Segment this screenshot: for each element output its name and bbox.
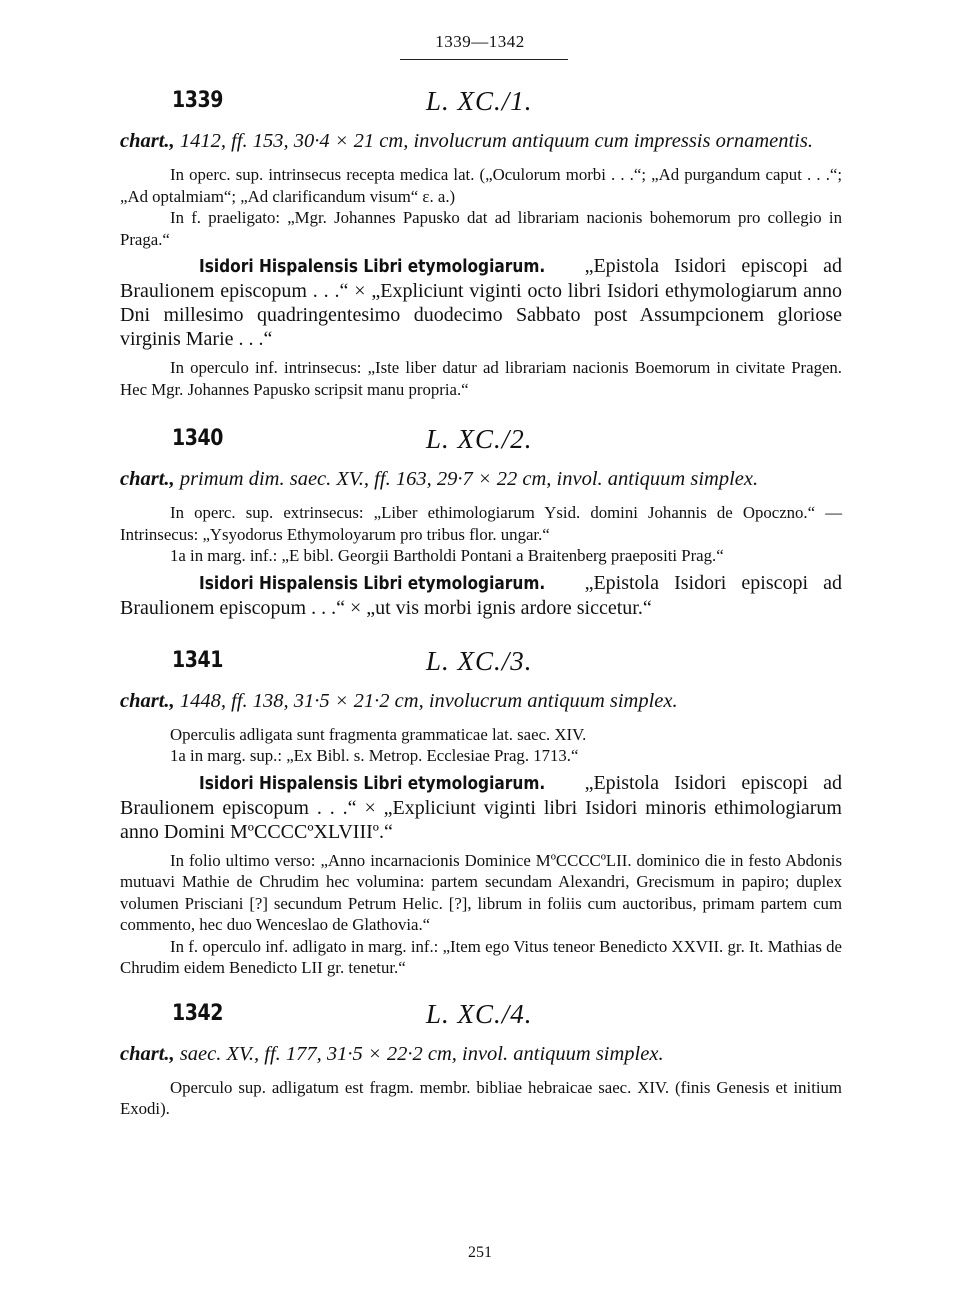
description-text: saec. XV., ff. 177, 31·5 × 22·2 cm, invol. antiquum simplex. bbox=[179, 1042, 664, 1065]
work-title: Isidori Hispalensis Libri etymologiarum. bbox=[198, 257, 546, 277]
note: 1a in marg. inf.: „E bibl. Georgii Bartholdi Pontani a Braitenberg praepositi Prag.“ bbox=[170, 546, 724, 565]
entry-heading bbox=[120, 418, 842, 466]
note: 1a in marg. sup.: „Ex Bibl. s. Metrop. Ecclesiae Prag. 1713.“ bbox=[170, 746, 579, 765]
physical-description bbox=[120, 466, 842, 492]
entry-number: 1340 bbox=[172, 426, 223, 451]
entry-1341 bbox=[120, 640, 842, 979]
note: Operculis adligata sunt fragmenta grammaticae lat. saec. XIV. bbox=[170, 724, 587, 744]
note: In f. operculo inf. adligato in marg. inf.: „Item ego Vitus teneor Benedicto XXVII. gr. It. Mathias de Chrudim eidem Benedicto LII gr. tenetur.“ bbox=[120, 936, 842, 977]
entry-1342 bbox=[120, 993, 842, 1120]
work-title-paragraph bbox=[120, 254, 842, 351]
entry-heading bbox=[120, 993, 842, 1041]
material-label: chart., bbox=[120, 1042, 175, 1065]
note: In operc. sup. intrinsecus recepta medica lat. („Oculorum morbi . . .“; „Ad purgandum caput . . .“; „Ad optalmiam“; „Ad clarificandum visum“ ε. a.) bbox=[120, 165, 842, 206]
shelf-signature: L. XC./2. bbox=[426, 424, 533, 454]
shelf-signature: L. XC./4. bbox=[426, 998, 533, 1029]
note: In folio ultimo verso: „Anno incarnacionis Dominice MºCCCCºLII. dominico die in festo Abdonis mutuavi Mathie de Chrudim hec volumina: partem secundam Alexandri, Grecismum in papiro; duplex volumen Prisciani [?] secundum Petrum Helic. [?], librum in foliis cum auctoribus, primam partem cum commento, hec duo Wenceslao de Glathovia.“ bbox=[120, 850, 842, 934]
material-label: chart., bbox=[120, 689, 175, 712]
note: In operc. sup. extrinsecus: „Liber ethimologiarum Ysid. domini Johannis de Opoczno.“ — Intrinsecus: „Ysyodorus Ethymoloyarum pro tribus flor. ungar.“ bbox=[120, 503, 842, 544]
description-text: 1448, ff. 138, 31·5 × 21·2 cm, involucrum antiquum simplex. bbox=[179, 689, 678, 712]
incipit-explicit: „Epistola Isidori episcopi ad Braulionem episcopum . . .“ × „Expliciunt viginti libri Isidori minoris ethimologiarum anno Domini MºCCCCºXLVIIIº.“ bbox=[120, 771, 842, 843]
note: In f. praeligato: „Mgr. Johannes Papusko dat ad librariam nacionis bohemorum pro collegio in Praga.“ bbox=[120, 208, 842, 249]
work-title-paragraph bbox=[120, 771, 842, 844]
work-title: Isidori Hispalensis Libri etymologiarum. bbox=[198, 573, 546, 594]
description-text: primum dim. saec. XV., ff. 163, 29·7 × 22 cm, invol. antiquum simplex. bbox=[179, 468, 759, 490]
physical-description bbox=[120, 128, 842, 154]
note: In operculo inf. intrinsecus: „Iste liber datur ad librariam nacionis Boemorum in civitate Pragen. Hec Mgr. Johannes Papusko scripsit manu propria.“ bbox=[120, 358, 842, 399]
entry-1340 bbox=[120, 418, 842, 620]
work-title-paragraph bbox=[120, 571, 842, 620]
entry-number: 1339 bbox=[172, 88, 223, 113]
incipit-explicit: „Epistola Isidori episcopi ad Braulionem episcopum . . .“ × „Expliciunt viginti octo libri Isidori ethymologiarum anno Dni millesimo quadringentesimo duodecimo Sabbato post Assumpcionem gloriose virginis Marie . . .“ bbox=[120, 255, 842, 350]
shelf-signature: L. XC./3. bbox=[426, 645, 533, 676]
entry-number: 1341 bbox=[172, 647, 223, 673]
physical-description bbox=[120, 1041, 842, 1067]
page-number: 251 bbox=[468, 1244, 492, 1261]
incipit-explicit: „Epistola Isidori episcopi ad Braulionem episcopum . . .“ × „ut vis morbi ignis ardore siccetur.“ bbox=[120, 571, 842, 619]
page-header-range: 1339—1342 bbox=[435, 32, 525, 51]
catalogue-content bbox=[120, 80, 842, 1120]
material-label: chart., bbox=[120, 468, 175, 490]
note: Operculo sup. adligatum est fragm. membr. bibliae hebraicae saec. XIV. (finis Genesis et initium Exodi). bbox=[120, 1077, 842, 1118]
header-rule bbox=[400, 59, 568, 60]
entry-heading bbox=[120, 640, 842, 688]
material-label: chart., bbox=[120, 130, 175, 152]
entry-1339 bbox=[120, 80, 842, 400]
description-text: 1412, ff. 153, 30·4 × 21 cm, involucrum antiquum cum impressis ornamentis. bbox=[179, 130, 813, 152]
work-title: Isidori Hispalensis Libri etymologiarum. bbox=[198, 773, 546, 794]
entry-number: 1342 bbox=[172, 1000, 223, 1026]
shelf-signature: L. XC./1. bbox=[426, 86, 533, 116]
entry-heading bbox=[120, 80, 842, 128]
physical-description bbox=[120, 688, 842, 714]
